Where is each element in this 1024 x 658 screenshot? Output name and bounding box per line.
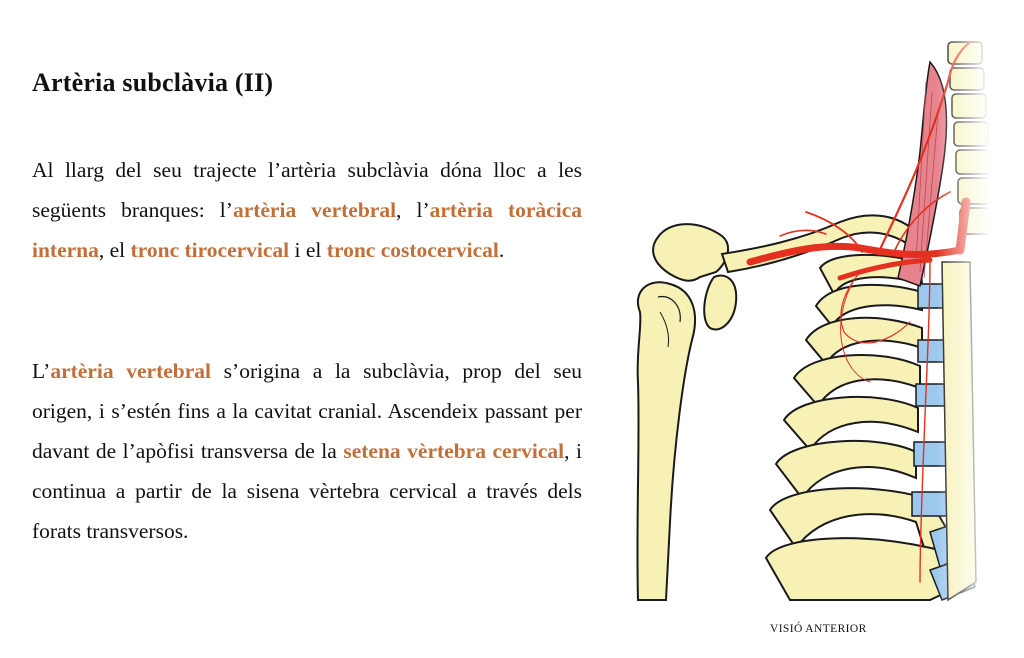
text-segment: , i continua a partir de la sisena vèrtebra cervical a través dels forats transversos. [32, 439, 582, 543]
text-segment: L’ [32, 359, 51, 383]
text-segment: s’origina a la subclàvia, prop del seu origen, i s’estén fins a la cavitat cranial. Ascendeix passant per davant de l’apòfisi transversa de la [32, 359, 582, 463]
text-segment: , l’ [396, 198, 430, 222]
anatomy-illustration [630, 22, 990, 602]
term-tronc-costocervical: tronc costocervical [326, 238, 499, 262]
term-arteria-toracica-interna: artèria toràcica interna [32, 198, 582, 262]
term-arteria-vertebral: artèria vertebral [50, 359, 212, 383]
figure-caption: VISIÓ ANTERIOR [770, 623, 867, 635]
term-tronc-tirocervical: tronc tirocervical [130, 238, 290, 262]
page-title: Artèria subclàvia (II) [32, 68, 274, 97]
paragraph-vertebral [32, 351, 582, 551]
text-segment: . [498, 238, 505, 262]
term-arteria-vertebral: artèria vertebral [232, 198, 397, 222]
text-segment: , el [98, 238, 131, 262]
text-segment: Al llarg del seu trajecte l’artèria subclàvia dóna lloc a les següents branques: l’ [32, 158, 582, 222]
paragraph-branches [32, 150, 582, 270]
text-segment: i el [289, 238, 327, 262]
term-setena-vertebra-cervical: setena vèrtebra cervical [343, 439, 565, 463]
